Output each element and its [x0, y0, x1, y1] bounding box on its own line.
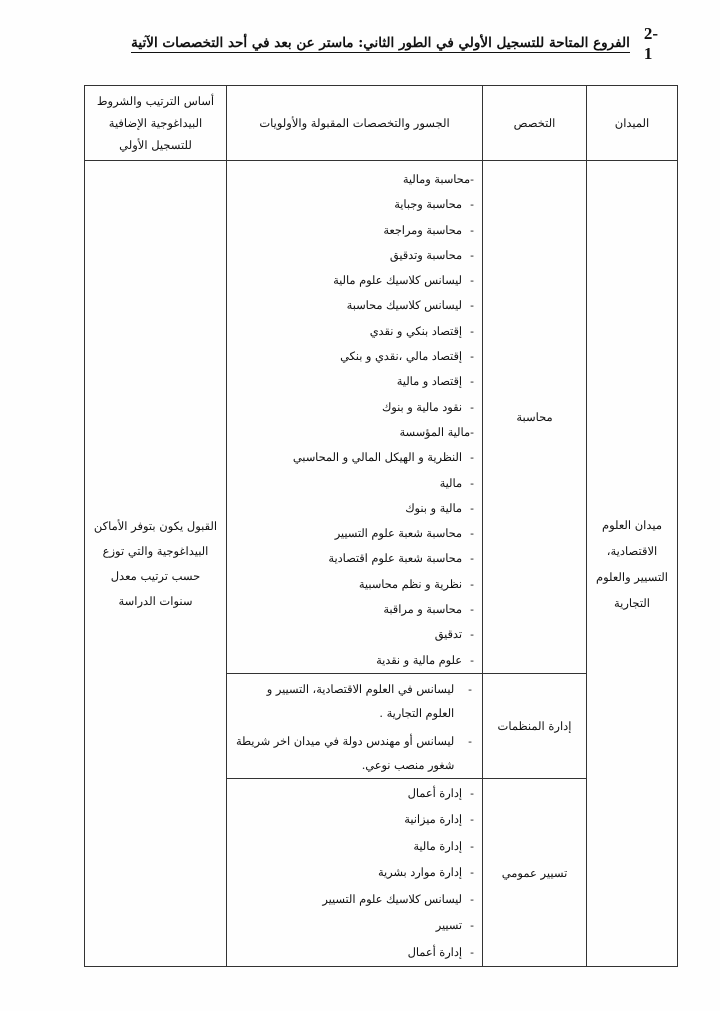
specialty-cell: محاسبة: [483, 161, 587, 674]
list-item: -إدارة أعمال: [407, 945, 474, 959]
table-header-row: [85, 86, 678, 161]
list-item: -نقود مالية و بنوك: [381, 400, 474, 414]
list-item: -إقتصاد بنكي و نقدي: [369, 324, 474, 338]
list-item: -محاسبة شعبة علوم التسيير: [334, 527, 474, 541]
list-item: - ليسانس في العلوم الاقتصادية، التسيير و العلوم التجارية .: [266, 682, 472, 720]
header-domain: الميدان: [587, 86, 678, 161]
bridges-cell: [227, 161, 483, 674]
specialty-cell: تسيير عمومي: [483, 778, 587, 967]
list-item: -ليسانس كلاسيك محاسبة: [346, 299, 474, 313]
list-item: -نظرية و نظم محاسبية: [358, 577, 474, 591]
list-item: -علوم مالية و نقدية: [376, 653, 474, 667]
section-number: 2-1: [643, 24, 658, 63]
specialty-cell: إدارة المنظمات: [483, 673, 587, 778]
list-item: -محاسبة ومراجعة: [383, 223, 474, 237]
list-item: -النظرية و الهيكل المالي و المحاسبي: [292, 451, 474, 465]
list-item: -إدارة ميزانية: [404, 813, 474, 827]
list-item: -تدقيق: [434, 628, 474, 642]
list-item: -إقتصاد مالي ،نقدي و بنكي: [340, 350, 474, 364]
list-item: -محاسبة و مراقبة: [383, 603, 474, 617]
list-item: -إدارة موارد بشرية: [377, 866, 474, 880]
list-item: -مالية و بنوك: [405, 501, 474, 515]
basis-cell: القبول يكون بتوفر الأماكن البيداغوجية والتي توزع حسب ترتيب معدل سنوات الدراسة: [85, 161, 227, 967]
bridges-cell: [227, 673, 483, 778]
table-row: [85, 161, 678, 674]
list-item: -مالية: [439, 476, 474, 490]
domain-cell: ميدان العلوم الاقتصادية، التسيير والعلوم التجارية: [587, 161, 678, 967]
bridges-cell: [227, 778, 483, 967]
header-bridges: الجسور والتخصصات المقبولة والأولويات: [227, 86, 483, 161]
list-item: -ليسانس كلاسيك علوم التسيير: [322, 892, 474, 906]
header-basis: أساس الترتيب والشروط البيداغوجية الإضافية للتسجيل الأولي: [85, 86, 227, 161]
list-item: -ليسانس كلاسيك علوم مالية: [333, 274, 474, 288]
bridges-list: [227, 779, 482, 967]
list-item: -إقتصاد و مالية: [396, 375, 474, 389]
list-item: -محاسبة شعبة علوم اقتصادية: [328, 552, 474, 566]
list-item: -إدارة أعمال: [407, 786, 474, 800]
bridges-list: [227, 674, 482, 778]
list-item: -تسيير: [435, 919, 474, 933]
list-item: -إدارة مالية: [413, 839, 474, 853]
list-item: -محاسبة ومالية: [402, 173, 474, 186]
list-item: -محاسبة وجباية: [394, 198, 474, 212]
section-heading: [131, 24, 658, 63]
list-item: -مالية المؤسسة: [399, 425, 474, 439]
bridges-list: [227, 161, 482, 673]
programs-table: [84, 85, 678, 967]
header-specialty: التخصص: [483, 86, 587, 161]
section-title: الفروع المتاحة للتسجيل الأولي في الطور الثاني: ماستر عن بعد في أحد التخصصات الآتية: [131, 35, 630, 51]
list-item: - ليسانس أو مهندس دولة في ميدان اخر شريطة شغور منصب نوعي.: [235, 734, 472, 772]
list-item: -محاسبة وتدقيق: [389, 248, 474, 262]
